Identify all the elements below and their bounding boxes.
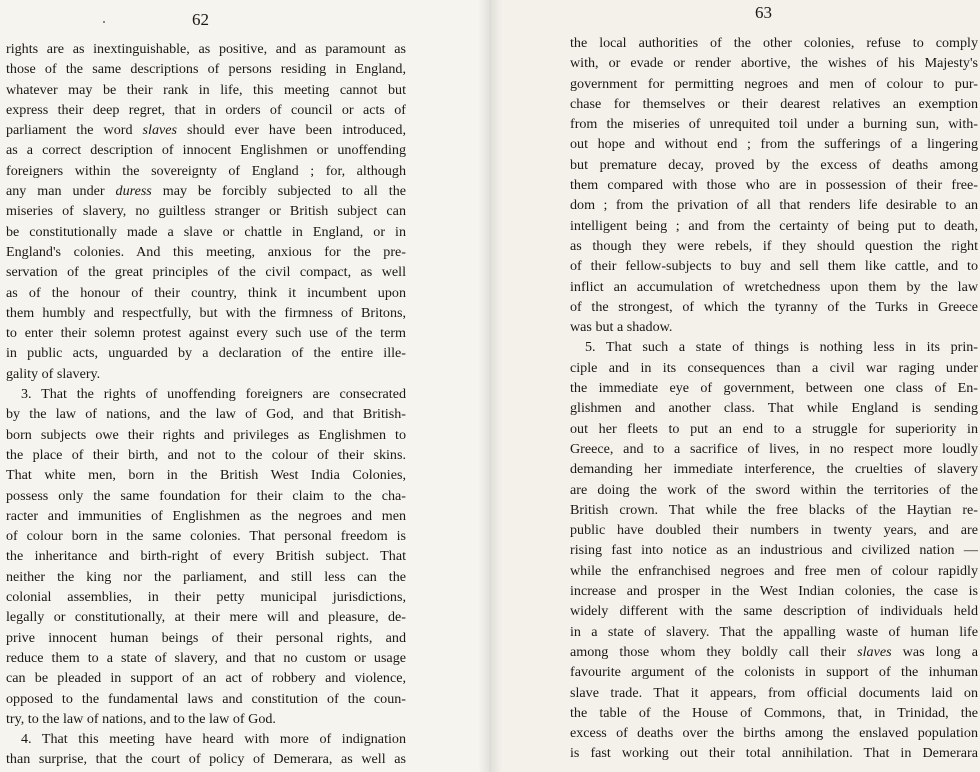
- text-line: of the strongest, of which the tyranny of the Turks in Greece: [570, 298, 978, 315]
- text-line: intelligent being ; and from the certainty of being put to death,: [570, 217, 978, 234]
- text-line: ciple and in its consequences than a civil war raging under: [570, 359, 978, 376]
- text-line: parliament the word slaves should ever have been introduced,: [6, 122, 406, 139]
- text-line: them humbly and respectfully, but with the firmness of Britons,: [6, 304, 406, 321]
- text-line: but premature decay, proved by the excess of deaths among: [570, 156, 978, 173]
- text-line: the place of their birth, and not to the colour of their skins.: [6, 446, 406, 463]
- text-line: express their deep regret, that in orders of council or acts of: [6, 101, 406, 118]
- text-line: as of the honour of their country, think it incumbent upon: [6, 284, 406, 301]
- text-line: by the law of nations, and the law of God, and that British-: [6, 406, 406, 423]
- text-line: them compared with those who are in possession of their free-: [570, 177, 978, 194]
- text-line: the local authorities of the other colonies, refuse to comply: [570, 35, 978, 51]
- page-number-right: 63: [755, 3, 772, 22]
- ink-speck: [103, 21, 105, 23]
- text-line: the inheritance and birth-right of every British subject. That: [6, 548, 406, 565]
- text-line: born subjects owe their rights and privileges as Englishmen to: [6, 426, 406, 443]
- text-line: British crown. That while the free blacks of the Haytian re-: [570, 501, 978, 518]
- text-line: the table of the House of Commons, that, in Trinidad, the: [570, 704, 978, 721]
- text-line: in public acts, unguarded by a declaration of the entire ille-: [6, 345, 406, 362]
- text-line: of colour born in the same colonies. That personal freedom is: [6, 528, 406, 545]
- text-line: the immediate eye of government, between one class of En-: [570, 380, 978, 397]
- text-line: try, to the law of nations, and to the law of God.: [6, 710, 276, 727]
- text-line: demanding her immediate interference, the cruelties of slavery: [570, 461, 978, 478]
- text-line: in a state of slavery. That the appalling waste of human life: [570, 623, 978, 640]
- text-line: dom ; from the privation of all that renders life desirable to an: [570, 197, 978, 214]
- text-line: can be pleaded in support of an act of robbery and violence,: [6, 670, 406, 687]
- text-line: widely different with the same description of individuals held: [570, 603, 978, 620]
- text-line: inflict an accumulation of wretchedness upon them by the law: [570, 278, 978, 295]
- text-line: of their fellow-subjects to buy and sell them like cattle, and to: [570, 258, 978, 275]
- text-line: among those whom they boldly call their slaves was long a: [570, 643, 978, 660]
- text-line: with, or evade or render abortive, the wishes of his Majesty's: [570, 55, 978, 72]
- text-line: out her fleets to put an end to a struggle for superiority in: [570, 420, 978, 437]
- text-line: 5. That such a state of things is nothing less in its prin-: [585, 339, 978, 356]
- text-line: reduce them to a state of slavery, and that no custom or usage: [6, 649, 406, 666]
- text-line: racter and immunities of Englishmen as the negroes and men: [6, 507, 406, 524]
- text-line: possess only the same foundation for their claim to the cha-: [6, 487, 406, 504]
- text-line: increase and prosper in the West Indian colonies, the case is: [570, 583, 978, 600]
- text-line: opposed to the fundamental laws and constitution of the coun-: [6, 690, 406, 707]
- text-line: 3. That the rights of unoffending foreigners are consecrated: [21, 386, 406, 403]
- text-line: those of the same descriptions of persons residing in England,: [6, 61, 406, 78]
- text-line: to enter their solemn protest against every such use of the term: [6, 325, 406, 342]
- text-line: servation of the great principles of the civil compact, as well: [6, 264, 406, 281]
- text-line: glishmen and another class. That while England is sending: [570, 400, 978, 417]
- text-line: legally or constitutionally, at their mere will and pleasure, de-: [6, 609, 406, 626]
- text-line: England's colonies. And this meeting, anxious for the pre-: [6, 243, 406, 260]
- text-line: any man under duress may be forcibly subjected to all the: [6, 183, 406, 200]
- text-line: while the enfranchised negroes and free men of colour rapidly: [570, 562, 978, 579]
- text-line: neither the king nor the parliament, and still less can the: [6, 568, 406, 585]
- text-line: rights are as inextinguishable, as positive, and as paramount as: [6, 41, 406, 57]
- text-line: prive innocent human beings of their personal rights, and: [6, 629, 406, 646]
- text-line: be constitutionally made a slave or chattle in England, or in: [6, 223, 406, 240]
- text-line: out hope and without end ; from the sufferings of a lingering: [570, 136, 978, 153]
- text-line: than surprise, that the court of policy of Demerara, as well as: [6, 751, 406, 768]
- text-line: government for permitting negroes and men of colour to pur-: [570, 75, 978, 92]
- text-line: public have doubled their numbers in twenty years, and are: [570, 522, 978, 539]
- text-line: favourite argument of the colonists in support of the inhuman: [570, 664, 978, 681]
- text-line: Greece, and to a sacrifice of lives, in no respect more loudly: [570, 440, 978, 457]
- text-line: rising fast into notice as an industrious and civilized nation —: [570, 542, 978, 559]
- right-page: [490, 0, 980, 772]
- text-line: foreigners within the sovereignty of England ; for, although: [6, 162, 406, 179]
- text-line: from the miseries of unrequited toil under a burning sun, with-: [570, 116, 978, 133]
- text-line: was but a shadow.: [570, 319, 673, 336]
- left-page-text: [6, 39, 406, 770]
- text-line: excess of deaths over the births among the enslaved population: [570, 725, 978, 742]
- text-line: are doing the work of the sword within the territories of the: [570, 481, 978, 498]
- text-line: slave trade. That it appears, from official documents laid on: [570, 684, 978, 701]
- text-line: 4. That this meeting have heard with more of indignation: [21, 731, 406, 748]
- text-line: gality of slavery.: [6, 365, 101, 382]
- text-line: is fast working out their total annihilation. That in Demerara: [570, 745, 978, 762]
- text-line: as a correct description of innocent Englishmen or unoffending: [6, 142, 406, 159]
- text-line: chase for themselves or their dearest relatives an exemption: [570, 95, 978, 112]
- text-line: That white men, born in the British West India Colonies,: [6, 467, 406, 484]
- text-line: miseries of slavery, no guiltless stranger or British subject can: [6, 203, 406, 220]
- right-page-text: [570, 33, 978, 764]
- text-line: colonial assemblies, in their petty municipal jurisdictions,: [6, 589, 406, 606]
- page-number-left: 62: [192, 10, 209, 29]
- text-line: as though they were rebels, if they should question the right: [570, 237, 978, 254]
- text-line: whatever may be their rank in life, this meeting cannot but: [6, 81, 406, 98]
